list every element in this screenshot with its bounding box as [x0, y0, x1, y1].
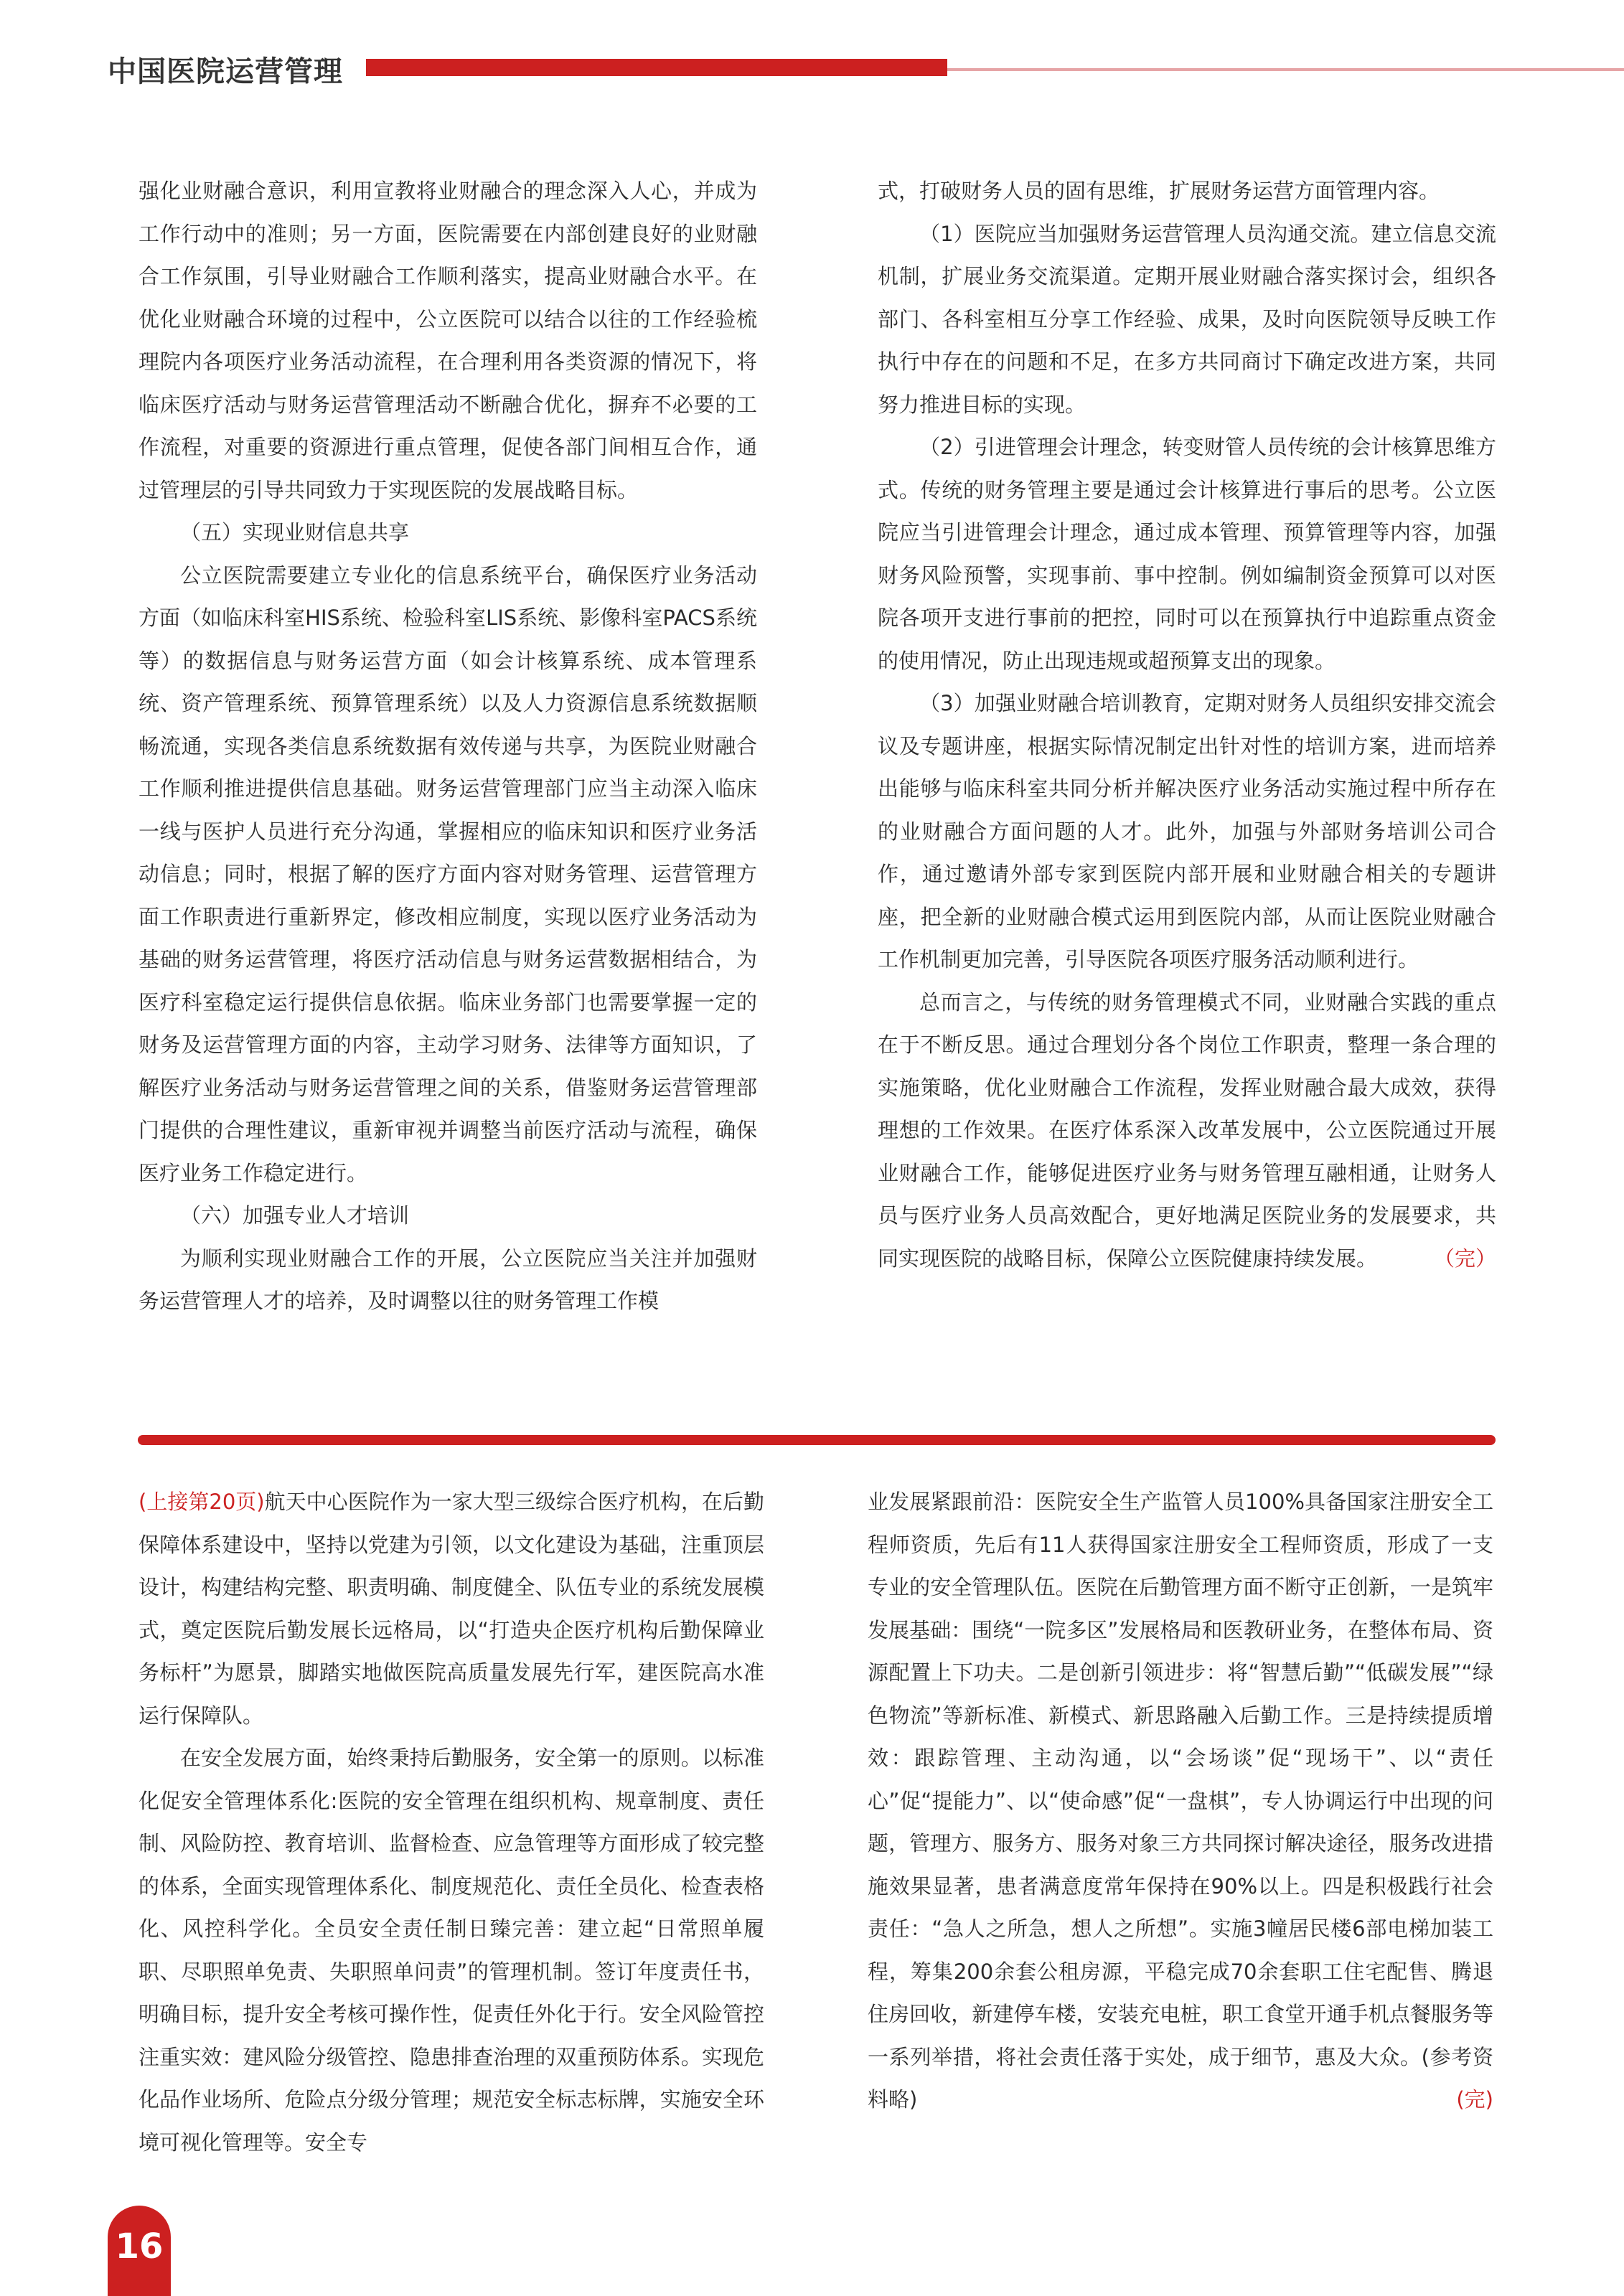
paragraph-text: 航天中心医院作为一家大型三级综合医疗机构，在后勤保障体系建设中，坚持以党建为引领，以文化建设为基础，注重顶层设计，构建结构完整、职责明确、制度健全、队伍专业的系统发展模式，奠定医院后勤发展长远格局，以“打造央企医疗机构后勤保障业务标杆”为愿景，脚踏实地做医院高质量发展先行军，建医院高水准运行保障队。	[139, 1490, 764, 1728]
article2-right-column	[868, 1481, 1493, 2122]
page-number: 16	[115, 2226, 164, 2267]
paragraph: （3）加强业财融合培训教育，定期对财务人员组织安排交流会议及专题讲座，根据实际情况制定出针对性的培训方案，进而培养出能够与临床科室共同分析并解决医疗业务活动实施过程中所存在的业财融合方面问题的人才。此外，加强与外部财务培训公司合作，通过邀请外部专家到医院内部开展和业财融合相关的专题讲座，把全新的业财融合模式运用到医院内部，从而让医院业财融合工作机制更加完善，引导医院各项医疗服务活动顺利进行。	[878, 691, 1496, 971]
section-divider	[138, 1435, 1496, 1445]
paragraph	[868, 1481, 1493, 2122]
article1-left-column	[139, 170, 757, 1323]
paragraph-text: 业发展紧跟前沿：医院安全生产监管人员100%具备国家注册安全工程师资质，先后有11人获得国家注册安全工程师资质，形成了一支专业的安全管理队伍。医院在后勤管理方面不断守正创新，一是筑牢发展基础：围绕“一院多区”发展格局和医教研业务，在整体布局、资源配置上下功夫。二是创新引领进步：将“智慧后勤”“低碳发展”“绿色物流”等新标准、新模式、新思路融入后勤工作。三是持续提质增效：跟踪管理、主动沟通，以“会场谈”促“现场干”、以“责任心”促“提能力”、以“使命感”促“一盘棋”，专人协调运行中出现的问题，管理方、服务方、服务对象三方共同探讨解决途径，服务改进措施效果显著，患者满意度常年保持在90%以上。四是积极践行社会责任：“急人之所急，想人之所想”。实施3幢居民楼6部电梯加装工程，筹集200余套公租房源，平稳完成70余套职工住宅配售、腾退住房回收，新建停车楼，安装充电桩，职工食堂开通手机点餐服务等一系列举措，将社会责任落于实处，成于细节，惠及大众。(参考资料略)	[868, 1490, 1493, 2112]
paragraph: （1）医院应当加强财务运营管理人员沟通交流。建立信息交流机制，扩展业务交流渠道。定期开展业财融合落实探讨会，组织各部门、各科室相互分享工作经验、成果，及时向医院领导反映工作执行中存在的问题和不足，在多方共同商讨下确定改进方案，共同努力推进目标的实现。	[878, 221, 1496, 417]
end-mark: （完）	[1433, 1246, 1496, 1271]
paragraph: （2）引进管理会计理念，转变财管人员传统的会计核算思维方式。传统的财务管理主要是通过会计核算进行事后的思考。公立医院应当引进管理会计理念，通过成本管理、预算管理等内容，加强财务风险预警，实现事前、事中控制。例如编制资金预算可以对医院各项开支进行事前的把控，同时可以在预算执行中追踪重点资金的使用情况，防止出现违规或超预算支出的现象。	[878, 435, 1496, 673]
paragraph: 强化业财融合意识，利用宣教将业财融合的理念深入人心，并成为工作行动中的准则；另一方面，医院需要在内部创建良好的业财融合工作氛围，引导业财融合工作顺利落实，提高业财融合水平。在优化业财融合环境的过程中，公立医院可以结合以往的工作经验梳理院内各项医疗业务活动流程，在合理利用各类资源的情况下，将临床医疗活动与财务运营管理活动不断融合优化，摒弃不必要的工作流程，对重要的资源进行重点管理，促使各部门间相互合作，通过管理层的引导共同致力于实现医院的发展战略目标。	[139, 179, 757, 502]
header-red-bar	[366, 59, 947, 76]
article1-right-column	[878, 170, 1496, 1280]
paragraph: 式，打破财务人员的固有思维，扩展财务运营方面管理内容。	[878, 179, 1440, 203]
continued-from-link[interactable]: (上接第20页)	[139, 1490, 265, 1514]
paragraph: 公立医院需要建立专业化的信息系统平台，确保医疗业务活动方面（如临床科室HIS系统、检验科室LIS系统、影像科室PACS系统等）的数据信息与财务运营方面（如会计核算系统、成本管理系统、资产管理系统、预算管理系统）以及人力资源信息系统数据顺畅流通，实现各类信息系统数据有效传递与共享，为医院业财融合工作顺利推进提供信息基础。财务运营管理部门应当主动深入临床一线与医护人员进行充分沟通，掌握相应的临床知识和医疗业务活动信息；同时，根据了解的医疗方面内容对财务管理、运营管理方面工作职责进行重新界定，修改相应制度，实现以医疗业务活动为基础的财务运营管理，将医疗活动信息与财务运营数据相结合，为医疗科室稳定运行提供信息依据。临床业务部门也需要掌握一定的财务及运营管理方面的内容，主动学习财务、法律等方面知识，了解医疗业务活动与财务运营管理之间的关系，借鉴财务运营管理部门提供的合理性建议，重新审视并调整当前医疗活动与流程，确保医疗业务工作稳定进行。	[139, 563, 757, 1185]
paragraph	[878, 982, 1496, 1281]
section-heading: （五）实现业财信息共享	[180, 520, 410, 545]
paragraph	[139, 1481, 764, 1737]
article2-left-column	[139, 1481, 764, 2164]
journal-title: 中国医院运营管理	[108, 55, 343, 88]
paragraph: 为顺利实现业财融合工作的开展，公立医院应当关注并加强财务运营管理人才的培养，及时调整以往的财务管理工作模	[139, 1246, 757, 1313]
paragraph-text: 总而言之，与传统的财务管理模式不同，业财融合实践的重点在于不断反思。通过合理划分各个岗位工作职责，整理一条合理的实施策略，优化业财融合工作流程，发挥业财融合最大成效，获得理想的工作效果。在医疗体系深入改革发展中，公立医院通过开展业财融合工作，能够促进医疗业务与财务管理互融相通，让财务人员与医疗业务人员高效配合，更好地满足医院业务的发展要求，共同实现医院的战略目标，保障公立医院健康持续发展。	[878, 989, 1496, 1271]
header-pink-line	[947, 68, 1624, 71]
end-mark: (完)	[1456, 2087, 1493, 2112]
section-heading: （六）加强专业人才培训	[180, 1203, 410, 1228]
paragraph: 在安全发展方面，始终秉持后勤服务，安全第一的原则。以标准化促安全管理体系化:医院的安全管理在组织机构、规章制度、责任制、风险防控、教育培训、监督检查、应急管理等方面形成了较完整的体系，全面实现管理体系化、制度规范化、责任全员化、检查表格化、风控科学化。全员安全责任制日臻完善：建立起“日常照单履职、尽职照单免责、失职照单问责”的管理机制。签订年度责任书，明确目标，提升安全考核可操作性，促责任外化于行。安全风险管控注重实效：建风险分级管控、隐患排查治理的双重预防体系。实现危化品作业场所、危险点分级分管理；规范安全标志标牌，实施安全环境可视化管理等。安全专	[139, 1746, 764, 2155]
